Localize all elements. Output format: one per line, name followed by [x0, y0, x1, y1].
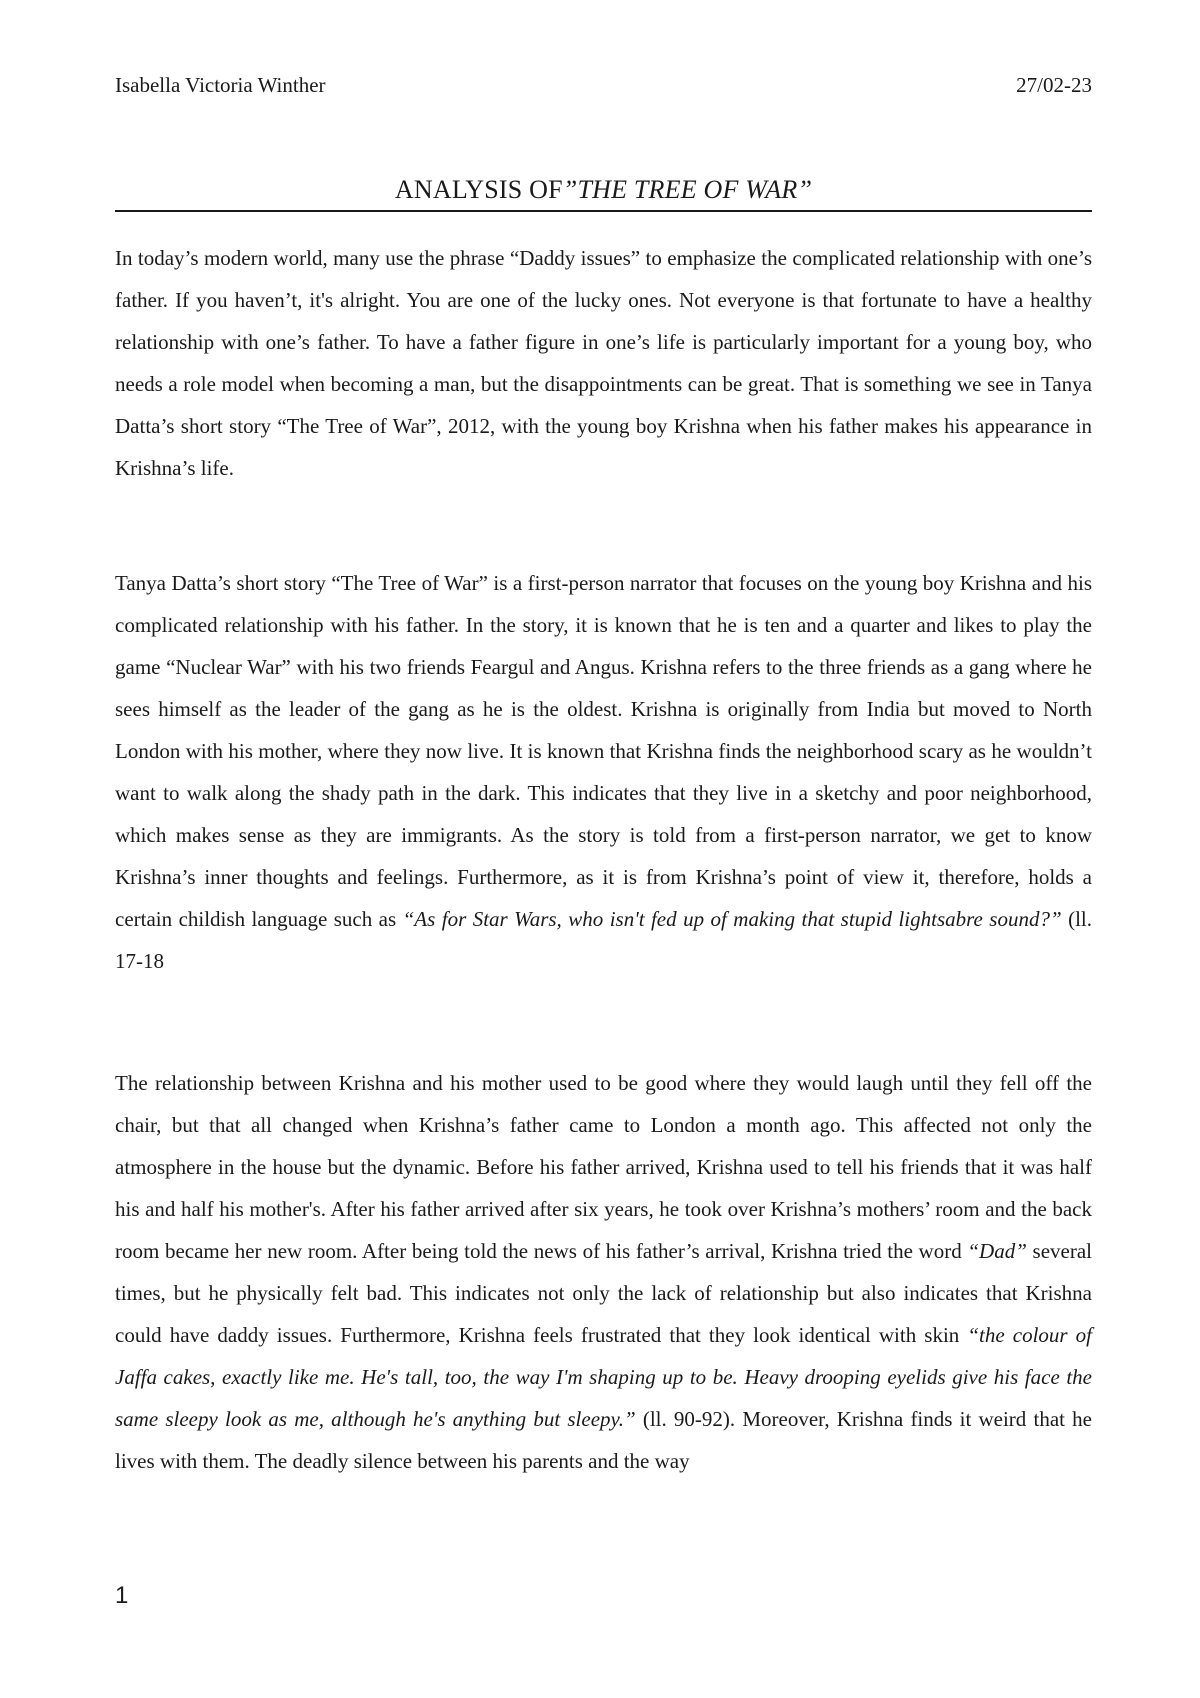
paragraph-text: The relationship between Krishna and his mother used to be good where they would laugh until they fell off the chair, but that all changed when Krishna’s father came to London a month ago. This affected not only the atmosphere in the house but the dynamic. Before his father arrived, Krishna used to tell his friends that it was half his and half his mother's. After his father arrived after six years, he took over Krishna’s mothers’ room and the back room became her new room. After being told the news of his father’s arrival, Krishna tried the word: [115, 1071, 1092, 1263]
paragraph-story-summary: [115, 562, 1092, 982]
title-underline: [115, 210, 1092, 212]
paragraph-text: several times, but he physically felt bad. This indicates not only the lack of relationship but also indicates that Krishna could have daddy issues. Furthermore, Krishna feels frustrated that they look identical with skin: [115, 1239, 1092, 1347]
quote-star-wars: “As for Star Wars, who isn't fed up of making that stupid lightsabre sound?”: [402, 907, 1062, 931]
paragraph-intro: In today’s modern world, many use the phrase “Daddy issues” to emphasize the complicated relationship with one’s father. If you haven’t, it's alright. You are one of the lucky ones. Not everyone is that fortunate to have a healthy relationship with one’s father. To have a father figure in one’s life is particularly important for a young boy, who needs a role model when becoming a man, but the disappointments can be great. That is something we see in Tanya Datta’s short story “The Tree of War”, 2012, with the young boy Krishna when his father makes his appearance in Krishna’s life.: [115, 246, 1092, 480]
paragraph-relationship: [115, 1062, 1092, 1482]
quote-jaffa-cakes: “the colour of Jaffa cakes, exactly like me. He's tall, too, the way I'm shaping up to be. Heavy drooping eyelids give his face the same sleepy look as me, although he's anything but sleepy.”: [115, 1323, 1092, 1431]
page-number: 1: [115, 1582, 129, 1609]
document-title: [115, 174, 1092, 206]
citation: (ll. 17-18: [115, 907, 1092, 973]
document-date: 27/02-23: [1016, 73, 1092, 97]
author-name: Isabella Victoria Winther: [115, 73, 326, 97]
paragraph-text: (ll. 90-92). Moreover, Krishna finds it weird that he lives with them. The deadly silence between his parents and the way: [115, 1407, 1092, 1473]
paragraph-text: Tanya Datta’s short story “The Tree of War” is a first-person narrator that focuses on the young boy Krishna and his complicated relationship with his father. In the story, it is known that he is ten and a quarter and likes to play the game “Nuclear War” with his two friends Feargul and Angus. Krishna refers to the three friends as a gang where he sees himself as the leader of the gang as he is the oldest. Krishna is originally from India but moved to North London with his mother, where they now live. It is known that Krishna finds the neighborhood scary as he wouldn’t want to walk along the shady path in the dark. This indicates that they live in a sketchy and poor neighborhood, which makes sense as they are immigrants. As the story is told from a first-person narrator, we get to know Krishna’s inner thoughts and feelings. Furthermore, as it is from Krishna’s point of view it, therefore, holds a certain childish language such as: [115, 571, 1092, 931]
title-story-name: ”THE TREE OF WAR”: [562, 175, 813, 204]
title-prefix: ANALYSIS OF: [394, 175, 563, 204]
quote-dad: “Dad”: [967, 1239, 1027, 1263]
